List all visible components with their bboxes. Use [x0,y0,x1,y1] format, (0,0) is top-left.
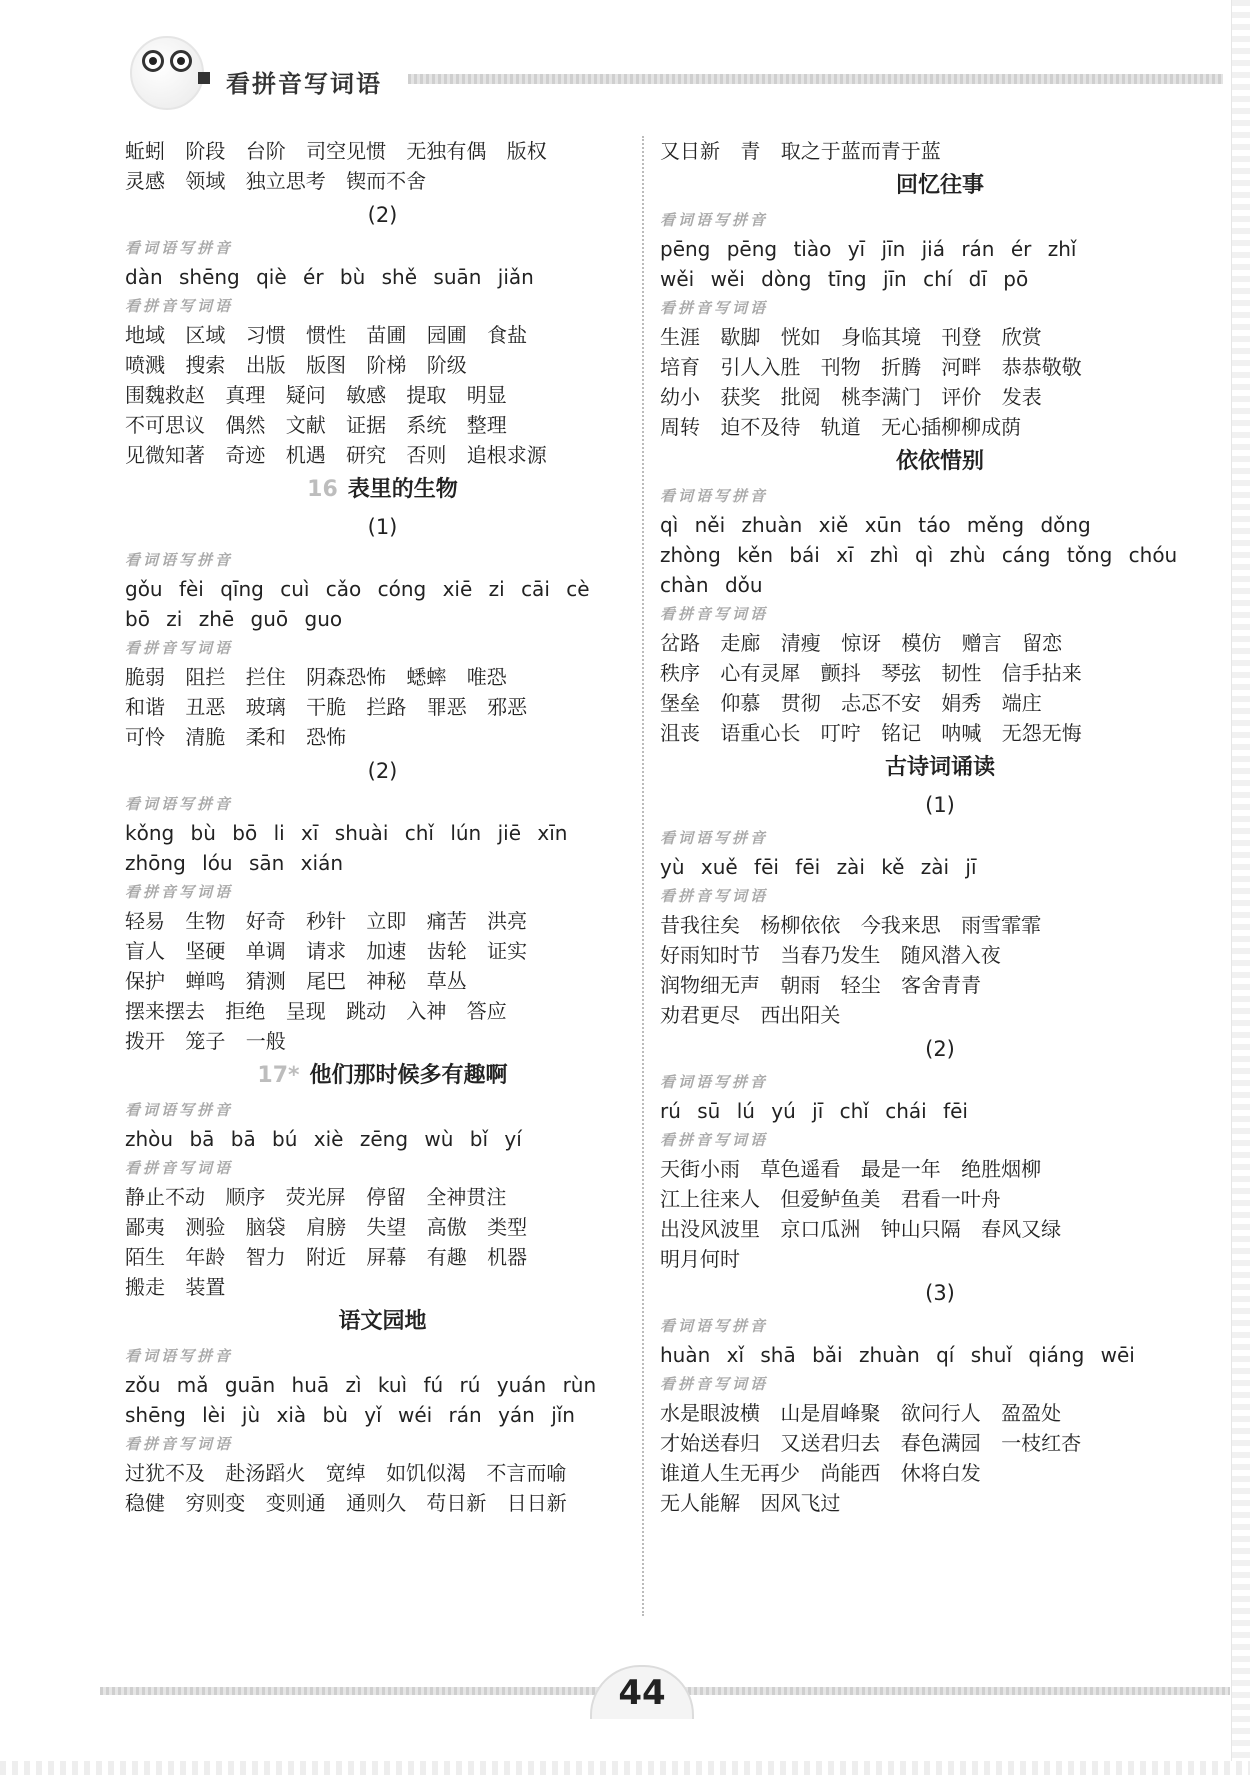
lesson-number: 16 [307,477,338,502]
word-line: 劝君更尽 西出阳关 [660,1003,841,1027]
word-line: 见微知著 奇迹 机遇 研究 否则 追根求源 [125,443,547,467]
exercise-label: 看词语写拼音 [125,1347,234,1365]
section-heading-text: 古诗词诵读 [884,755,995,780]
section-heading-text: 表里的生物 [347,477,458,502]
subsection-number: (1) [367,515,398,539]
word-line: 明月何时 [660,1247,740,1271]
word-line: 又日新 青 取之于蓝而青于蓝 [660,139,941,163]
word-line: 盲人 坚硬 单调 请求 加速 齿轮 证实 [125,939,528,963]
lesson-number: 17* [257,1063,300,1088]
word-line: 出没风波里 京口瓜洲 钟山只隔 春风又绿 [660,1217,1062,1241]
word-line: 培育 引人入胜 刊物 折腾 河畔 恭恭敬敬 [660,355,1082,379]
word-line: 岔路 走廊 清瘦 惊讶 模仿 赠言 留恋 [660,631,1063,655]
pinyin-line: wěi wěi dòng tīng jīn chí dī pō [660,267,1029,291]
mascot-eye-icon [142,50,164,72]
subsection-number: (1) [925,793,955,817]
word-line: 生涯 歇脚 恍如 身临其境 刊登 欣赏 [660,325,1042,349]
word-line: 无人能解 因风飞过 [660,1491,841,1515]
pinyin-line: kǒng bù bō li xī shuài chǐ lún jiē xīn [125,821,568,845]
exercise-label: 看词语写拼音 [660,1073,769,1091]
exercise-label: 看拼音写词语 [660,1375,769,1393]
pinyin-line: yù xuě fēi fēi zài kě zài jī [660,855,977,879]
exercise-label: 看拼音写词语 [660,1131,769,1149]
pinyin-line: zǒu mǎ guān huā zì kuì fú rú yuán rùn [125,1373,597,1397]
pinyin-line: zhòu bā bā bú xiè zēng wù bǐ yí [125,1127,522,1151]
word-line: 灵感 领域 独立思考 锲而不舍 [125,169,427,193]
page-footer [100,1665,1230,1725]
word-line: 和谐 丑恶 玻璃 干脆 拦路 罪恶 邪恶 [125,695,528,719]
word-line: 围魏救赵 真理 疑问 敏感 提取 明显 [125,383,507,407]
exercise-label: 看拼音写词语 [125,1159,234,1177]
word-line: 静止不动 顺序 荧光屏 停留 全神贯注 [125,1185,507,1209]
word-line: 秩序 心有灵犀 颤抖 琴弦 韧性 信手拈来 [660,661,1082,685]
exercise-label: 看词语写拼音 [660,1317,769,1335]
exercise-label: 看词语写拼音 [660,487,769,505]
section-heading [660,444,1220,480]
pinyin-line: chàn dǒu [660,573,763,597]
subsection-number: (2) [925,1037,955,1061]
word-line: 才始送春归 又送君归去 春色满园 一枝红杏 [660,1431,1082,1455]
pinyin-line: pēng pēng tiào yī jīn jiá rán ér zhǐ [660,237,1077,261]
section-heading [660,168,1220,204]
pinyin-line: huàn xǐ shā bǎi zhuàn qí shuǐ qiáng wēi [660,1343,1135,1367]
exercise-label: 看拼音写词语 [125,297,234,315]
word-line: 周转 迫不及待 轨道 无心插柳柳成荫 [660,415,1022,439]
page-title: 看拼音写词语 [226,70,382,98]
pinyin-line: qì něi zhuàn xiě xūn táo měng dǒng [660,513,1091,537]
left-column [125,136,640,1518]
word-line: 搬走 装置 [125,1275,226,1299]
word-line: 昔我往矣 杨柳依依 今我来思 雨雪霏霏 [660,913,1042,937]
word-line: 地域 区域 习惯 惯性 苗圃 园圃 食盐 [125,323,528,347]
right-column [660,136,1220,1518]
exercise-label: 看词语写拼音 [125,1101,234,1119]
word-line: 陌生 年龄 智力 附近 屏幕 有趣 机器 [125,1245,528,1269]
exercise-label: 看词语写拼音 [125,795,234,813]
exercise-label: 看词语写拼音 [125,239,234,257]
word-line: 喷溅 搜索 出版 版图 阶梯 阶级 [125,353,467,377]
header-rule [408,74,1223,84]
mascot-eye-icon [170,50,192,72]
exercise-label: 看拼音写词语 [125,883,234,901]
word-line: 水是眼波横 山是眉峰聚 欲问行人 盈盈处 [660,1401,1062,1425]
page-bottom-edge [0,1761,1250,1775]
section-heading-text: 他们那时候多有趣啊 [309,1063,508,1088]
pinyin-line: shēng lèi jù xià bù yǐ wéi rán yán jǐn [125,1403,575,1427]
exercise-label: 看拼音写词语 [125,1435,234,1453]
section-heading [125,1058,640,1094]
subsection-number: (2) [367,759,398,783]
section-heading [125,1304,640,1340]
column-divider [642,136,644,1616]
page-number: 44 [590,1665,694,1719]
pinyin-line: bō zi zhē guō guo [125,607,343,631]
word-line: 不可思议 偶然 文献 证据 系统 整理 [125,413,507,437]
exercise-label: 看词语写拼音 [660,829,769,847]
word-line: 脆弱 阻拦 拦住 阴森恐怖 蟋蟀 唯恐 [125,665,507,689]
exercise-label: 看词语写拼音 [660,211,769,229]
word-line: 轻易 生物 好奇 秒针 立即 痛苦 洪亮 [125,909,528,933]
exercise-label: 看拼音写词语 [660,605,769,623]
mascot-icon [130,36,204,110]
pinyin-line: dàn shēng qiè ér bù shě suān jiǎn [125,265,534,289]
subsection-number: (3) [925,1281,955,1305]
page-torn-edge [1231,0,1250,1775]
section-heading-text: 回忆往事 [895,173,984,198]
word-line: 幼小 获奖 批阅 桃李满门 评价 发表 [660,385,1042,409]
exercise-label: 看拼音写词语 [660,299,769,317]
pinyin-line: rú sū lú yú jī chǐ chái fēi [660,1099,968,1123]
exercise-label: 看拼音写词语 [125,639,234,657]
section-heading [660,750,1220,786]
word-line: 天街小雨 草色遥看 最是一年 绝胜烟柳 [660,1157,1042,1181]
exercise-label: 看拼音写词语 [660,887,769,905]
word-line: 过犹不及 赴汤蹈火 宽绰 如饥似渴 不言而喻 [125,1461,567,1485]
word-line: 润物细无声 朝雨 轻尘 客舍青青 [660,973,982,997]
pinyin-line: zhōng lóu sān xián [125,851,343,875]
word-line: 好雨知时节 当春乃发生 随风潜入夜 [660,943,1001,967]
pinyin-line: gǒu fèi qīng cuì cǎo cóng xiē zi cāi cè [125,577,590,601]
word-line: 可怜 清脆 柔和 恐怖 [125,725,347,749]
word-line: 谁道人生无再少 尚能西 休将白发 [660,1461,981,1485]
page-header [130,56,1225,104]
word-line: 鄙夷 测验 脑袋 肩膀 失望 高傲 类型 [125,1215,528,1239]
word-line: 沮丧 语重心长 叮咛 铭记 呐喊 无怨无悔 [660,721,1082,745]
subsection-number: (2) [367,203,398,227]
word-line: 蚯蚓 阶段 台阶 司空见惯 无独有偶 版权 [125,139,547,163]
section-heading-text: 依依惜别 [895,449,984,474]
word-line: 江上往来人 但爱鲈鱼美 君看一叶舟 [660,1187,1001,1211]
section-heading [125,472,640,508]
word-line: 保护 蝉鸣 猜测 尾巴 神秘 草丛 [125,969,467,993]
section-heading-text: 语文园地 [338,1309,427,1334]
word-line: 稳健 穷则变 变则通 通则久 苟日新 日日新 [125,1491,567,1515]
word-line: 拨开 笼子 一般 [125,1029,286,1053]
word-line: 摆来摆去 拒绝 呈现 跳动 入神 答应 [125,999,507,1023]
exercise-label: 看词语写拼音 [125,551,234,569]
pinyin-line: zhòng kěn bái xī zhì qì zhù cáng tǒng chóu [660,543,1178,567]
word-line: 堡垒 仰慕 贯彻 忐忑不安 娟秀 端庄 [660,691,1042,715]
bullet-square-icon [198,72,210,84]
